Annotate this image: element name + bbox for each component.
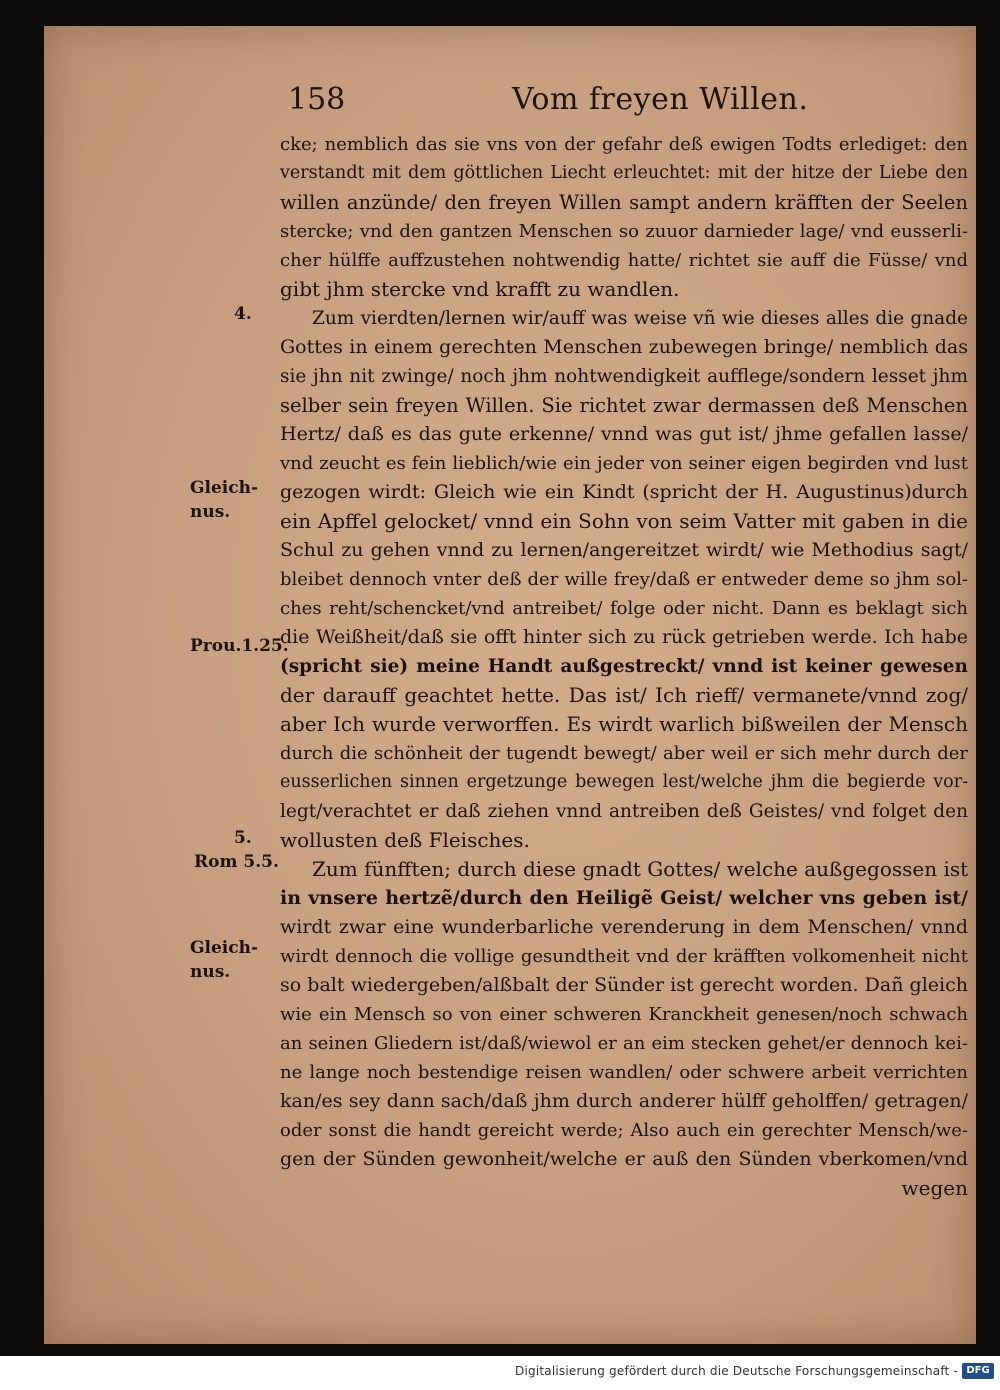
footer-credit: Digitalisierung gefördert durch die Deutsche Forschungsgemeinschaft - <box>515 1364 958 1378</box>
catchword: wegen <box>901 1176 968 1200</box>
text-line: oder sonst die handt gereicht werde; Also auch ein gerechter Mensch/we- <box>280 1120 968 1141</box>
text-line: ein Apffel gelocket/ vnnd ein Sohn von seim Vatter mit gaben in die <box>280 509 968 533</box>
text-line: vnd zeucht es fein lieblich/wie ein jeder von seiner eigen begirden vnd lust <box>280 453 968 474</box>
text-line: selber sein freyen Willen. Sie richtet zwar dermassen deß Menschen <box>280 394 968 417</box>
text-line: aber Ich wurde verworffen. Es wirdt warlich bißweilen der Mensch <box>280 712 968 736</box>
text-line: Zum vierdten/lernen wir/auff was weise vñ wie dieses alles die gnade <box>312 308 968 329</box>
margin-note-5: 5. <box>234 828 252 848</box>
text-line: wirdt dennoch die vollige gesundtheit vnd der kräfften volkomenheit nicht <box>280 946 968 967</box>
text-line: Hertz/ daß es das gute erkenne/ vnnd was gut ist/ jhme gefallen lasse/ <box>280 423 968 445</box>
text-line: kan/es sey dann sach/daß jhm durch anderer hülff geholffen/ getragen/ <box>280 1090 968 1112</box>
text-line: Zum fünfften; durch diese gnadt Gottes/ welche außgegossen ist <box>312 857 969 881</box>
text-line: an seinen Gliedern ist/daß/wiewol er an eim stecken gehet/er dennoch kei- <box>280 1033 968 1054</box>
text-line: verstandt mit dem göttlichen Liecht erleuchtet: mit der hitze der Liebe den <box>280 163 968 183</box>
page-number: 158 <box>288 82 346 117</box>
text-line: legt/verachtet er daß ziehen vnnd antreiben deß Geistes/ vnd folget den <box>280 801 968 822</box>
book-page <box>44 26 976 1344</box>
text-line: gibt jhm stercke vnd krafft zu wandlen. <box>280 277 680 301</box>
text-line: die Weißheit/daß sie offt hinter sich zu rück getrieben werde. Ich habe <box>280 626 968 648</box>
body-text <box>280 130 968 1203</box>
running-title: Vom freyen Willen. <box>512 82 809 117</box>
dfg-logo-icon: DFG <box>962 1363 994 1379</box>
text-line: eusserlichen sinnen ergetzunge bewegen lest/welche jhm die begierde vor- <box>280 772 968 792</box>
text-line: der darauff geachtet hette. Das ist/ Ich rieff/ vermanete/vnnd zog/ <box>280 683 968 707</box>
text-line: wie ein Mensch so von einer schweren Kranckheit genesen/noch schwach <box>280 1004 968 1025</box>
text-line: sie jhn nit zwinge/ noch jhm nohtwendigkeit aufflege/sondern lesset jhm <box>280 366 968 387</box>
page-header <box>44 82 976 122</box>
margin-note-prov: Prou.1.25. <box>190 636 289 656</box>
text-line: cher hülffe auffzustehen nohtwendig hatte/ richtet sie auff die Füsse/ vnd <box>280 250 968 271</box>
text-line: in vnsere hertzẽ/durch den Heiligẽ Geist/ welcher vns geben ist/ <box>280 887 968 909</box>
text-line: wollusten deß Fleisches. <box>280 828 530 852</box>
text-line: bleibet dennoch vnter deß der wille frey/daß er entweder deme so jhm sol- <box>280 569 968 590</box>
margin-note-gleich-1a: Gleich- <box>190 478 259 498</box>
text-line: ches reht/schencket/vnd antreibet/ folge oder nicht. Dann es beklagt sich <box>280 598 968 619</box>
text-line: (spricht sie) meine Handt außgestreckt/ vnnd ist keiner gewesen <box>280 656 968 677</box>
text-line: gen der Sünden gewonheit/welche er auß den Sünden vberkomen/vnd <box>280 1148 968 1170</box>
text-line: durch die schönheit der tugendt bewegt/ aber weil er sich mehr durch der <box>280 743 968 764</box>
text-line: wirdt zwar eine wunderbarliche verenderung in dem Menschen/ vnnd <box>280 916 968 938</box>
margin-note-gleich-2a: Gleich- <box>190 938 259 958</box>
text-line: Gottes in einem gerechten Menschen zubewegen bringe/ nemblich das <box>280 336 968 358</box>
text-line: willen anzünde/ den freyen Willen sampt andern kräfften der Seelen <box>280 191 968 214</box>
margin-note-gleich-1b: nus. <box>190 502 231 522</box>
margin-note-4: 4. <box>234 304 252 324</box>
margin-note-gleich-2b: nus. <box>190 962 231 982</box>
text-line: Schul zu gehen vnnd zu lernen/angereitzet wirdt/ wie Methodius sagt/ <box>280 539 968 561</box>
digitization-footer <box>0 1356 1000 1390</box>
text-line: stercke; vnd den gantzen Menschen so zuuor darnieder lage/ vnd eusserli- <box>280 221 968 242</box>
margin-note-rom: Rom 5.5. <box>194 852 279 872</box>
text-line: ne lange noch bestendige reisen wandlen/ oder schwere arbeit verrichten <box>280 1062 968 1083</box>
text-line: cke; nemblich das sie vns von der gefahr deß ewigen Todts erlediget: den <box>280 134 968 155</box>
text-line: so balt wiedergeben/alßbalt der Sünder ist gerecht worden. Dañ gleich <box>280 974 968 996</box>
text-line: gezogen wirdt: Gleich wie ein Kindt (spricht der H. Augustinus)durch <box>280 481 968 503</box>
